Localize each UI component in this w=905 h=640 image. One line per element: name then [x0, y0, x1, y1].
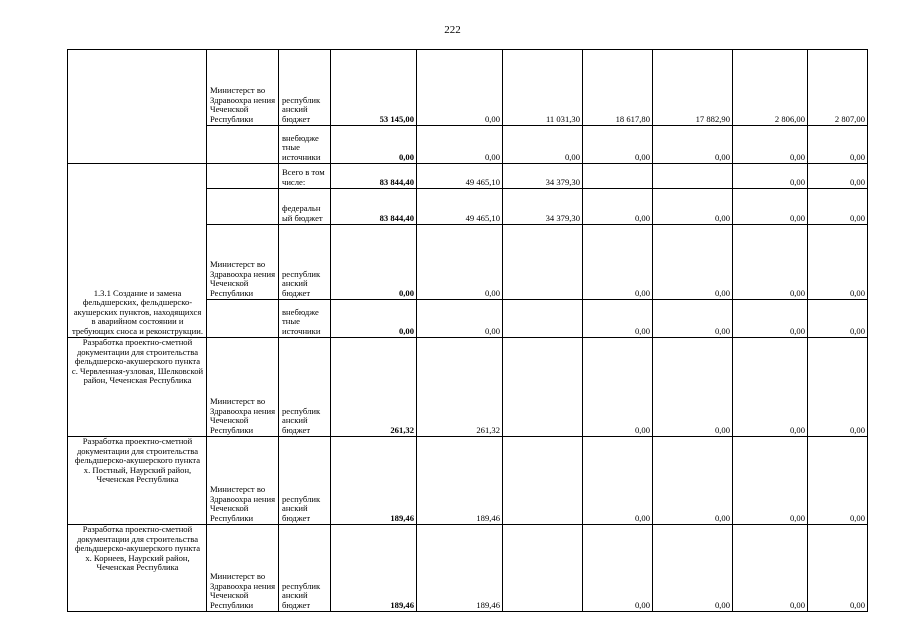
- value-cell: 0,00: [653, 338, 733, 437]
- value-cell: 0,00: [583, 225, 653, 300]
- value-cell: 0,00: [653, 126, 733, 164]
- executor-cell: [207, 300, 279, 338]
- value-cell: 0,00: [583, 300, 653, 338]
- value-cell: 0,00: [733, 525, 808, 612]
- total-cell: 0,00: [331, 225, 417, 300]
- value-cell: 2 806,00: [733, 50, 808, 126]
- source-cell: республик анский бюджет: [279, 50, 331, 126]
- source-cell: внебюдже тные источники: [279, 300, 331, 338]
- source-cell: республик анский бюджет: [279, 437, 331, 525]
- value-cell: 0,00: [808, 525, 868, 612]
- table-row: [68, 338, 868, 437]
- source-cell: внебюдже тные источники: [279, 126, 331, 164]
- table-row: [68, 525, 868, 612]
- total-cell: 53 145,00: [331, 50, 417, 126]
- value-cell: 0,00: [503, 126, 583, 164]
- executor-cell: [207, 189, 279, 225]
- value-cell: 0,00: [417, 300, 503, 338]
- value-cell: 0,00: [583, 338, 653, 437]
- value-cell: 18 617,80: [583, 50, 653, 126]
- executor-cell: Министерст во Здравоохра нения Чеченской Республики: [207, 225, 279, 300]
- table-row: [68, 164, 868, 189]
- executor-cell: Министерст во Здравоохра нения Чеченской Республики: [207, 525, 279, 612]
- value-cell: [503, 437, 583, 525]
- value-cell: 0,00: [583, 525, 653, 612]
- value-cell: 0,00: [583, 189, 653, 225]
- value-cell: 0,00: [733, 164, 808, 189]
- value-cell: 0,00: [733, 338, 808, 437]
- value-cell: 0,00: [808, 437, 868, 525]
- executor-cell: Министерст во Здравоохра нения Чеченской Республики: [207, 50, 279, 126]
- value-cell: 0,00: [733, 126, 808, 164]
- total-cell: 0,00: [331, 300, 417, 338]
- value-cell: 0,00: [653, 225, 733, 300]
- table-row: [68, 50, 868, 126]
- value-cell: 0,00: [733, 437, 808, 525]
- value-cell: 0,00: [583, 126, 653, 164]
- total-cell: 83 844,40: [331, 164, 417, 189]
- value-cell: 0,00: [808, 126, 868, 164]
- value-cell: 0,00: [417, 50, 503, 126]
- value-cell: 0,00: [733, 300, 808, 338]
- executor-cell: Министерст во Здравоохра нения Чеченской Республики: [207, 338, 279, 437]
- source-cell: федеральн ый бюджет: [279, 189, 331, 225]
- value-cell: 0,00: [653, 525, 733, 612]
- section-title: 1.3.1 Создание и замена фельдшерских, фельдшерско-акушерских пунктов, находящихся в аварийном состоянии и требующих сноса и реконструкции.: [68, 164, 207, 338]
- value-cell: 0,00: [808, 225, 868, 300]
- value-cell: 189,46: [417, 525, 503, 612]
- source-cell: республик анский бюджет: [279, 525, 331, 612]
- value-cell: [503, 225, 583, 300]
- value-cell: 261,32: [417, 338, 503, 437]
- row-name-cell: [68, 50, 207, 164]
- source-cell: Всего в том числе:: [279, 164, 331, 189]
- total-cell: 83 844,40: [331, 189, 417, 225]
- executor-cell: [207, 164, 279, 189]
- value-cell: 2 807,00: [808, 50, 868, 126]
- value-cell: 49 465,10: [417, 164, 503, 189]
- value-cell: 0,00: [808, 189, 868, 225]
- table-row: [68, 437, 868, 525]
- value-cell: [503, 525, 583, 612]
- value-cell: [503, 338, 583, 437]
- value-cell: 0,00: [653, 437, 733, 525]
- value-cell: 11 031,30: [503, 50, 583, 126]
- value-cell: [503, 300, 583, 338]
- value-cell: 0,00: [733, 189, 808, 225]
- row-name-cell: Разработка проектно-сметной документации для строительства фельдшерско-акушерского пункта с. Червленная-узловая, Шелковской район, Чеченская Республика: [68, 338, 207, 437]
- total-cell: 189,46: [331, 437, 417, 525]
- source-cell: республик анский бюджет: [279, 225, 331, 300]
- value-cell: 0,00: [808, 338, 868, 437]
- value-cell: 0,00: [733, 225, 808, 300]
- executor-cell: Министерст во Здравоохра нения Чеченской Республики: [207, 437, 279, 525]
- source-cell: республик анский бюджет: [279, 338, 331, 437]
- value-cell: [583, 164, 653, 189]
- row-name-cell: Разработка проектно-сметной документации для строительства фельдшерско-акушерского пункта х. Постный, Наурский район, Чеченская Республика: [68, 437, 207, 525]
- value-cell: 0,00: [808, 300, 868, 338]
- total-cell: 0,00: [331, 126, 417, 164]
- value-cell: [653, 164, 733, 189]
- value-cell: 0,00: [808, 164, 868, 189]
- budget-table: [67, 49, 868, 612]
- value-cell: 0,00: [417, 225, 503, 300]
- value-cell: 17 882,90: [653, 50, 733, 126]
- value-cell: 0,00: [653, 300, 733, 338]
- executor-cell: [207, 126, 279, 164]
- row-name-cell: Разработка проектно-сметной документации для строительства фельдшерско-акушерского пункта х. Корнеев, Наурский район, Чеченская Республика: [68, 525, 207, 612]
- value-cell: 49 465,10: [417, 189, 503, 225]
- total-cell: 261,32: [331, 338, 417, 437]
- page-number: 222: [444, 24, 461, 36]
- value-cell: 34 379,30: [503, 189, 583, 225]
- total-cell: 189,46: [331, 525, 417, 612]
- value-cell: 0,00: [583, 437, 653, 525]
- value-cell: 0,00: [653, 189, 733, 225]
- value-cell: 0,00: [417, 126, 503, 164]
- value-cell: 34 379,30: [503, 164, 583, 189]
- value-cell: 189,46: [417, 437, 503, 525]
